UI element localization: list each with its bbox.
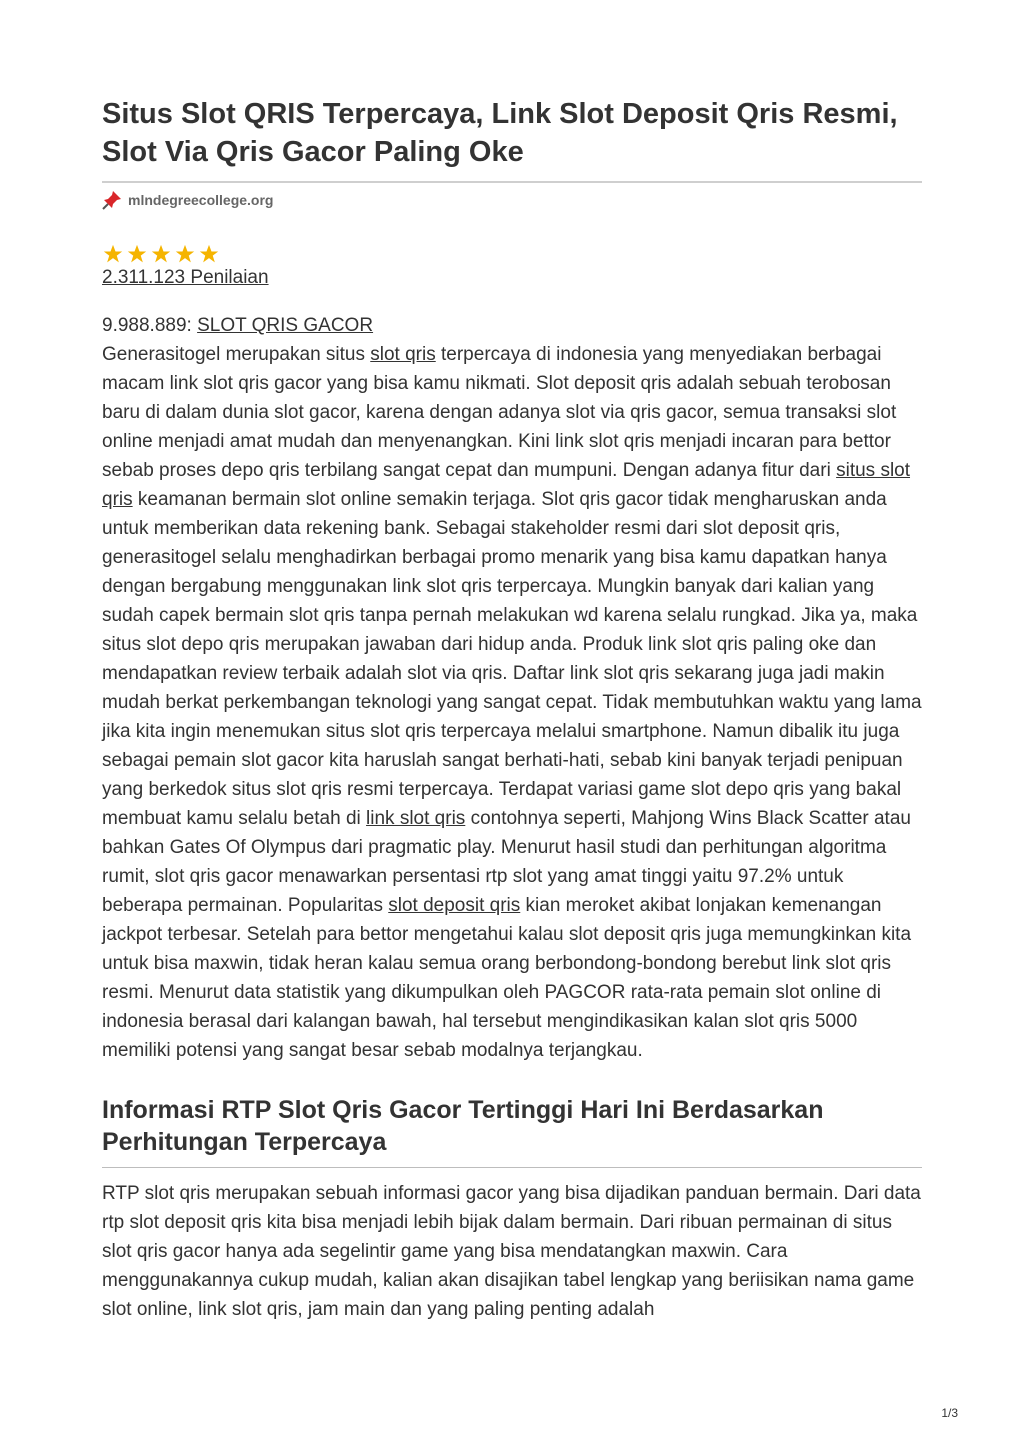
intro-paragraph <box>102 340 922 1065</box>
slot-deposit-qris-link[interactable]: slot deposit qris <box>388 895 521 916</box>
page-number: 1/3 <box>941 1406 958 1420</box>
star-icon <box>198 244 220 264</box>
slot-qris-gacor-link[interactable]: SLOT QRIS GACOR <box>197 315 374 336</box>
rtp-paragraph: RTP slot qris merupakan sebuah informasi gacor yang bisa dijadikan panduan bermain. Dari data rtp slot deposit qris kita bisa menjadi lebih bijak dalam bermain. Dari ribuan permainan di situs slot qris gacor hanya ada segelintir game yang bisa mendatangkan maxwin. Cara menggunakannya cukup mudah, kalian akan disajikan tabel lengkap yang beriisikan nama game slot online, link slot qris, jam main dan yang paling penting adalah <box>102 1183 921 1320</box>
section-divider <box>102 1167 922 1168</box>
star-rating <box>102 244 922 264</box>
star-icon <box>126 244 148 264</box>
situs-slot-qris-link[interactable]: situs slot qris <box>102 460 911 510</box>
star-icon <box>102 244 124 264</box>
paragraph-text: keamanan bermain slot online semakin terjaga. Slot qris gacor tidak mengharuskan anda untuk memberikan data rekening bank. Sebagai stakeholder resmi dari slot deposit qris, generasitogel selalu menghadirkan berbagai promo menarik yang bisa kamu dapatkan hanya dengan bergabung menggunakan link slot qris terpercaya. Mungkin banyak dari kalian yang sudah capek bermain slot qris tanpa pernah melakukan wd karena selalu rungkad. Jika ya, maka situs slot depo qris merupakan jawaban dari hidup anda. Produk link slot qris paling oke dan mendapatkan review terbaik adalah slot via qris. Daftar link slot qris sekarang juga jadi makin mudah berkat perkembangan teknologi yang sangat cepat. Tidak membutuhkan waktu yang lama jika kita ingin menemukan situs slot qris terpercaya melalui smartphone. Namun dibalik itu juga sebagai pemain slot gacor kita haruslah sangat berhati-hati, sebab kini banyak terjadi penipuan yang berkedok situs slot qris resmi terpercaya. Terdapat variasi game slot depo qris yang bakal membuat kamu selalu betah di <box>102 489 922 829</box>
paragraph-text: terpercaya di indonesia yang menyediakan berbagai macam link slot qris gacor yang bisa kamu nikmati. Slot deposit qris adalah sebuah terobosan baru di dalam dunia slot gacor, karena dengan adanya slot via qris gacor, semua transaksi slot online menjadi amat mudah dan menyenangkan. Kini link slot qris menjadi incaran para bettor sebab proses depo qris terbilang sangat cepat dan mumpuni. Dengan adanya fitur dari <box>102 344 897 481</box>
section-heading: Informasi RTP Slot Qris Gacor Tertinggi Hari Ini Berdasarkan Perhitungan Terpercaya <box>102 1096 824 1156</box>
meta-prefix: 9.988.889: <box>102 315 198 336</box>
rating-count-link[interactable]: 2.311.123 Penilaian <box>102 267 269 288</box>
document-page <box>102 95 922 1324</box>
slot-qris-link[interactable]: slot qris <box>370 344 436 365</box>
meta-line <box>102 312 922 340</box>
pushpin-icon <box>102 190 122 210</box>
paragraph-text: contohnya seperti, Mahjong Wins Black Scatter atau bahkan Gates Of Olympus dari pragmatic play. Menurut hasil studi dan perhitungan algoritma rumit, slot qris gacor menawarkan persentasi rtp slot yang amat tinggi yaitu 97.2% untuk beberapa permainan. Popularitas <box>102 808 911 916</box>
paragraph-text: Generasitogel merupakan situs <box>102 344 371 365</box>
star-icon <box>150 244 172 264</box>
page-title: Situs Slot QRIS Terpercaya, Link Slot Deposit Qris Resmi, Slot Via Qris Gacor Paling Oke <box>102 98 898 168</box>
source-domain: mlndegreecollege.org <box>128 192 274 208</box>
title-divider <box>102 181 922 183</box>
link-slot-qris-link[interactable]: link slot qris <box>366 808 466 829</box>
star-icon <box>174 244 196 264</box>
source-line <box>102 191 922 209</box>
paragraph-text: kian meroket akibat lonjakan kemenangan jackpot terbesar. Setelah para bettor mengetahui kalau slot deposit qris juga memungkinkan kita untuk bisa maxwin, tidak heran kalau semua orang berbondong-bondong berebut link slot qris resmi. Menurut data statistik yang dikumpulkan oleh PAGCOR rata-rata pemain slot online di indonesia berasal dari kalangan bawah, hal tersebut mengindikasikan kalan slot qris 5000 memiliki potensi yang sangat besar sebab modalnya terjangkau. <box>102 895 912 1061</box>
